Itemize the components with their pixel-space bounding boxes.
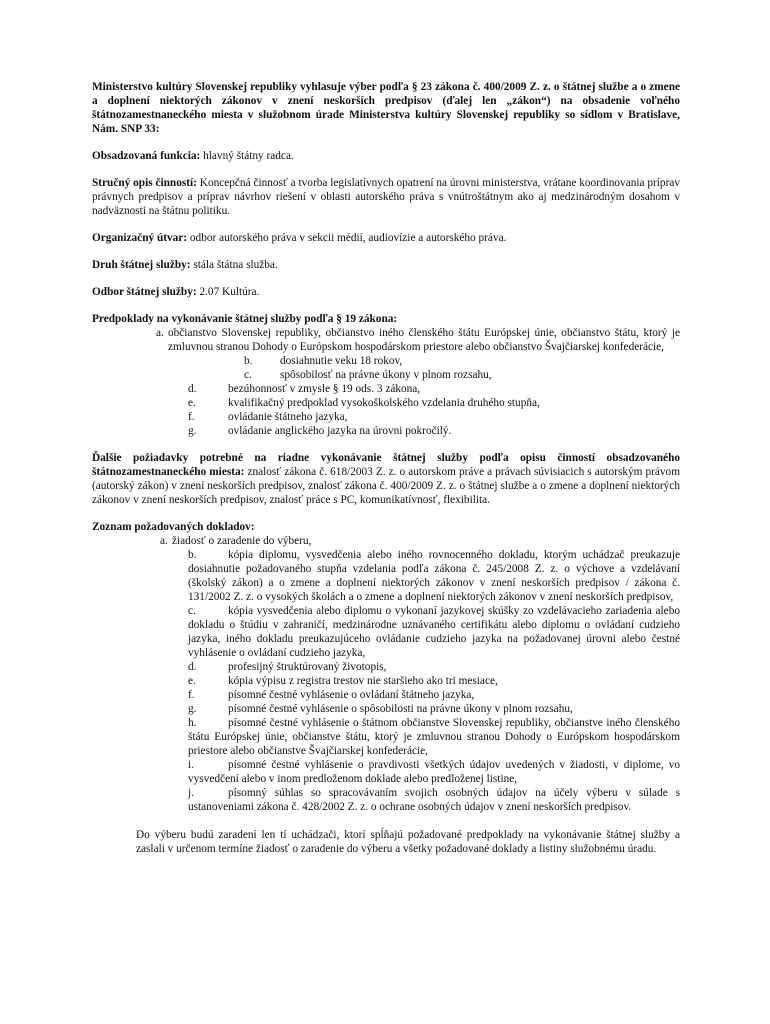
list-item-label: g.	[188, 425, 197, 437]
field-label: Stručný opis činností:	[92, 177, 197, 189]
list-item-text: kópia diplomu, vysvedčenia alebo iného rovnocenného dokladu, ktorým uchádzač preukazuje dosiahnutie požadovaného stupňa vzdelania podľa zákona č. 245/2008 Z. z. o výchove a vzdelávaní (školský zákon) a o zmene a doplnení niektorých zákonov v znení neskorších predpisov / zákona č. 131/2002 Z. z. o vysokých školách a o zmene a doplnení niektorých zákonov v znení neskorších predpisov,	[188, 549, 680, 603]
list-item	[188, 548, 680, 604]
closing-text: Do výberu budú zaradení len tí uchádzači, ktorí spĺňajú požadované predpoklady na vykonávanie štátnej služby a zaslali v určenom termíne žiadosť o zaradenie do výberu a všetky požadované doklady a listiny služobnému úradu.	[136, 829, 680, 855]
predpoklady-list	[92, 326, 680, 438]
list-item	[188, 660, 680, 674]
list-item-text: písomné čestné vyhlásenie o spôsobilosti na právne úkony v plnom rozsahu,	[228, 703, 573, 715]
list-item-text: bezúhonnosť v zmysle § 19 ods. 3 zákona,	[228, 383, 421, 395]
list-item-label: h.	[188, 717, 197, 729]
list-item-label: g.	[188, 703, 197, 715]
list-item-label: a.	[156, 327, 164, 339]
field-label: Druh štátnej služby:	[92, 259, 191, 271]
field-value: hlavný štátny radca.	[200, 150, 294, 162]
field-label: Odbor štátnej služby:	[92, 286, 197, 298]
list-item	[188, 786, 680, 814]
list-item-label: f.	[188, 411, 195, 423]
list-item-label: f.	[188, 689, 195, 701]
field-funkcia	[92, 149, 680, 163]
list-item-label: j.	[188, 787, 194, 799]
field-value: Koncepčná činnosť a tvorba legislatívnych opatrení na úrovni ministerstva, vrátane koordinovania príprav právnych predpisov a príprav návrhov riešení v oblasti autorského práva s vnútroštátnym ako aj medzinárodným dosahom v nadväznosti na štátnu politiku.	[92, 177, 681, 217]
field-opis	[92, 176, 680, 218]
document-page	[92, 80, 680, 856]
dalsie-title: Ďalšie požiadavky potrebné na riadne vykonávanie štátnej služby podľa opisu činností obsadzovaného štátnozamestnaneckého miesta:	[92, 452, 680, 478]
list-item-text: kópia vysvedčenia alebo diplomu o vykonaní jazykovej skúšky zo vzdelávacieho zariadenia alebo dokladu o štúdiu v zahraničí, medzinárodne uznávaného certifikátu alebo diplomu o ovládaní cudzieho jazyka, iného dokladu preukazujúceho ovládanie cudzieho jazyka na požadovanej úrovni alebo čestné vyhlásenie o ovládaní cudzieho jazyka,	[188, 605, 680, 659]
list-item-label: e.	[188, 397, 196, 409]
list-item	[188, 604, 680, 660]
field-label: Obsadzovaná funkcia:	[92, 150, 201, 162]
list-item-label: c.	[244, 369, 252, 381]
list-item-text: písomný súhlas so spracovávaním svojich osobných údajov na účely výberu v súlade s ustanoveniami zákona č. 428/2002 Z. z. o ochrane osobných údajov v znení neskorších predpisov.	[188, 787, 680, 813]
list-item	[188, 674, 680, 688]
list-item-label: c.	[188, 605, 196, 617]
zoznam-title: Zoznam požadovaných dokladov:	[92, 521, 255, 533]
list-item	[188, 382, 680, 396]
list-item	[188, 410, 680, 424]
list-item-label: e.	[188, 675, 196, 687]
list-item-label: d.	[188, 383, 197, 395]
list-item	[160, 534, 680, 548]
list-item-label: b.	[188, 549, 197, 561]
list-item	[156, 326, 680, 354]
list-item	[188, 702, 680, 716]
field-druh	[92, 258, 680, 272]
list-item	[244, 354, 680, 368]
list-item	[188, 688, 680, 702]
list-item-text: spôsobilosť na právne úkony v plnom rozsahu,	[280, 369, 492, 381]
list-item-label: i.	[188, 759, 194, 771]
list-item	[188, 424, 680, 438]
field-value: odbor autorského práva v sekcii médií, audiovízie a autorského práva.	[187, 232, 507, 244]
list-item-text: písomné čestné vyhlásenie o pravdivosti všetkých údajov uvedených v žiadosti, v diplome, vo vysvedčení alebo v inom predloženom doklade alebo predloženej listine,	[188, 759, 680, 785]
closing-paragraph	[136, 828, 680, 856]
intro-paragraph: Ministerstvo kultúry Slovenskej republiky vyhlasuje výber podľa § 23 zákona č. 400/2009 Z. z. o štátnej službe a o zmene a doplnení niektorých zákonov v znení neskorších predpisov (ďalej len „zákon“) na obsadenie voľného štátnozamestnaneckého miesta v služobnom úrade Ministerstva kultúry Slovenskej republiky so sídlom v Bratislave, Nám. SNP 33:	[92, 81, 680, 135]
list-item	[188, 716, 680, 758]
zoznam-list	[92, 534, 680, 814]
field-value: 2.07 Kultúra.	[196, 286, 260, 298]
list-item-text: ovládanie štátneho jazyka,	[228, 411, 348, 423]
field-value: stála štátna služba.	[190, 259, 278, 271]
list-item	[188, 396, 680, 410]
field-label: Organizačný útvar:	[92, 232, 188, 244]
field-odbor	[92, 285, 680, 299]
list-item	[244, 368, 680, 382]
list-item-text: písomné čestné vyhlásenie o ovládaní štátneho jazyka,	[228, 689, 475, 701]
list-item-text: žiadosť o zaradenie do výberu,	[172, 535, 312, 547]
predpoklady-title: Predpoklady na vykonávanie štátnej služby podľa § 19 zákona:	[92, 313, 398, 325]
list-item-text: občianstvo Slovenskej republiky, občianstvo iného členského štátu Európskej únie, občianstvo štátu, ktorý je zmluvnou stranou Dohody o Európskom hospodárskom priestore alebo občianstvo Švajčiarskej konfederácie,	[168, 327, 680, 353]
list-item-text: profesijný štruktúrovaný životopis,	[228, 661, 387, 673]
list-item-label: d.	[188, 661, 197, 673]
list-item-text: písomné čestné vyhlásenie o štátnom občianstve Slovenskej republiky, občianstve iného členského štátu Európskej únie, občianstve štátu, ktorý je zmluvnou stranou Dohody o Európskom hospodárskom priestore alebo občianstve Švajčiarskej konfederácie,	[188, 717, 680, 757]
dalsie-poziadavky	[92, 451, 680, 507]
list-item-text: kvalifikačný predpoklad vysokoškolského vzdelania druhého stupňa,	[228, 397, 540, 409]
list-item	[188, 758, 680, 786]
list-item-label: a.	[160, 535, 168, 547]
field-utvar	[92, 231, 680, 245]
dalsie-text: znalosť zákona č. 618/2003 Z. z. o autorskom práve a právach súvisiacich s autorským právom (autorský zákon) v znení neskorších predpisov, znalosť zákona č. 400/2009 Z. z. o štátnej službe a o zmene a doplnení niektorých zákonov v znení neskorších predpisov, znalosť práce s PC, komunikatívnosť, flexibilita.	[92, 466, 680, 506]
list-item-text: kópia výpisu z registra trestov nie staršieho ako tri mesiace,	[228, 675, 498, 687]
list-item-text: dosiahnutie veku 18 rokov,	[280, 355, 403, 367]
list-item-text: ovládanie anglického jazyka na úrovni pokročilý.	[228, 425, 452, 437]
list-item-label: b.	[244, 355, 253, 367]
